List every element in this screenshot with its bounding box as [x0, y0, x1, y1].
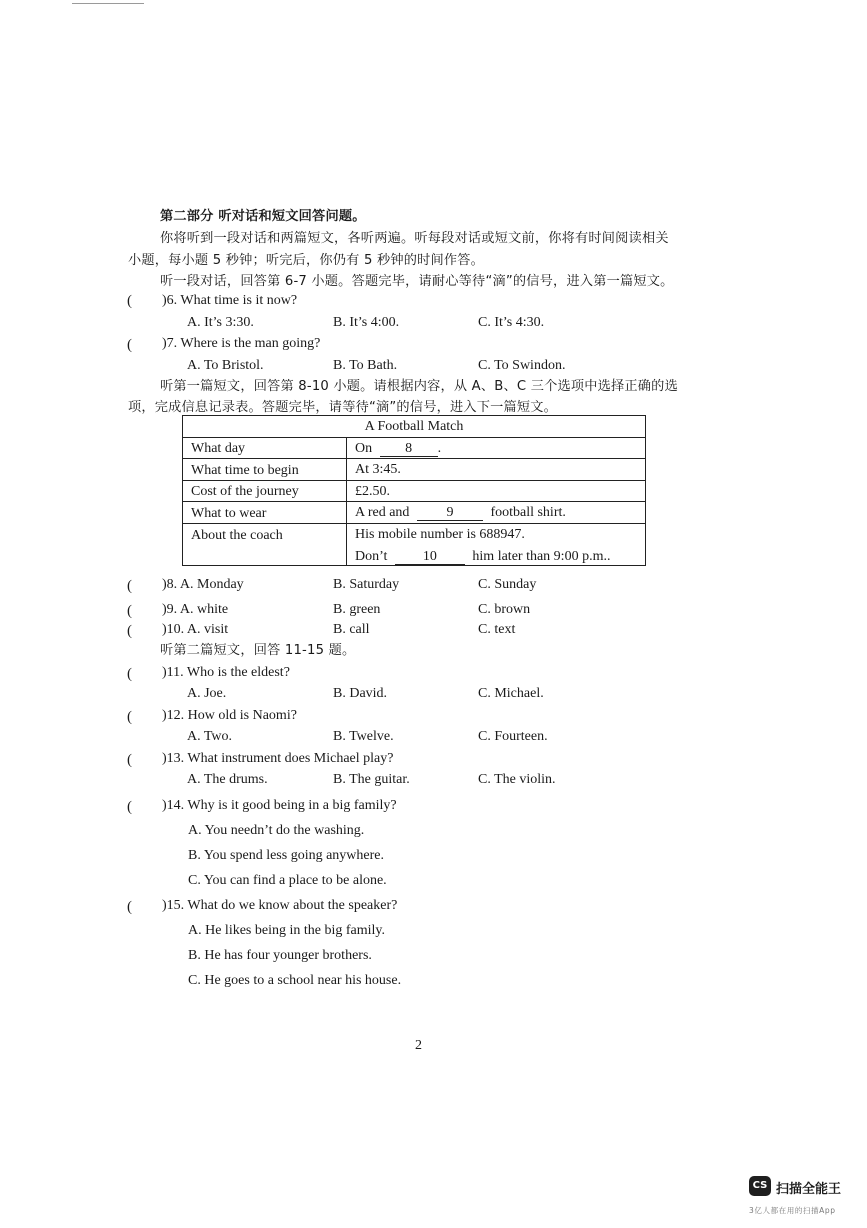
q11-option-c: C. Michael.	[478, 686, 544, 701]
q11-option-a: A. Joe.	[187, 686, 227, 701]
table-label-day: What day	[191, 441, 246, 456]
q15-option-c: C. He goes to a school near his house.	[188, 973, 402, 988]
q14-stem: )14. Why is it good being in a big family?	[162, 798, 397, 813]
q13-option-b: B. The guitar.	[333, 772, 410, 787]
passage1-instruction-1: 听第一篇短文，回答第 8-10 小题。请根据内容，从 A、B、C 三个选项中选择正确的选	[160, 379, 678, 394]
q8-stem: )8. A. Monday	[162, 577, 244, 592]
dialog-instruction: 听一段对话，回答第 6-7 小题。答题完毕，请耐心等待“滴”的信号，进入第一篇短文。	[160, 274, 674, 289]
blank-8: 8	[380, 441, 438, 457]
q8-option-c: C. Sunday	[478, 577, 537, 592]
passage1-instruction-2: 项，完成信息记录表。答题完毕，请等待“滴”的信号，进入下一篇短文。	[128, 400, 558, 415]
q13-option-c: C. The violin.	[478, 772, 556, 787]
q6-option-c: C. It’s 4:30.	[478, 315, 545, 330]
q15-stem: )15. What do we know about the speaker?	[162, 898, 398, 913]
q13-stem: )13. What instrument does Michael play?	[162, 751, 394, 766]
table-label-coach: About the coach	[191, 528, 283, 543]
camscanner-tagline: 3亿人都在用的扫描App	[749, 1206, 836, 1215]
q9-option-c: C. brown	[478, 602, 531, 617]
answer-paren: (	[127, 752, 132, 768]
info-record-table	[182, 415, 646, 566]
camscanner-logo-icon: CS	[749, 1176, 771, 1196]
table-value-coach-call: Don’t 10 him later than 9:00 p.m..	[355, 549, 611, 564]
scan-mark	[72, 3, 144, 4]
q15-option-b: B. He has four younger brothers.	[188, 948, 372, 963]
q13-option-a: A. The drums.	[187, 772, 268, 787]
intro-line-2: 小题，每小题 5 秒钟；听完后，你仍有 5 秒钟的时间作答。	[128, 253, 485, 268]
table-value-coach-phone: His mobile number is 688947.	[355, 527, 525, 542]
table-value-wear: A red and 9 football shirt.	[355, 505, 566, 520]
blank-9: 9	[417, 505, 483, 521]
answer-paren: (	[127, 899, 132, 915]
q10-option-b: B. call	[333, 622, 370, 637]
passage2-instruction: 听第二篇短文，回答 11-15 题。	[160, 643, 356, 658]
table-value-cost: £2.50.	[355, 484, 390, 499]
camscanner-brand: 扫描全能王	[776, 1182, 842, 1197]
q14-option-a: A. You needn’t do the washing.	[188, 823, 365, 838]
answer-paren: (	[127, 666, 132, 682]
q7-option-c: C. To Swindon.	[478, 358, 566, 373]
q6-stem: )6. What time is it now?	[162, 293, 298, 308]
q12-option-b: B. Twelve.	[333, 729, 394, 744]
table-label-time: What time to begin	[191, 463, 299, 478]
table-label-wear: What to wear	[191, 506, 267, 521]
table-value-time: At 3:45.	[355, 462, 401, 477]
intro-line-1: 你将听到一段对话和两篇短文，各听两遍。听每段对话或短文前，你将有时间阅读相关	[160, 231, 669, 246]
section-title: 第二部分 听对话和短文回答问题。	[160, 209, 366, 224]
answer-paren: (	[127, 623, 132, 639]
table-value-day: On 8 .	[355, 441, 442, 456]
q9-stem: )9. A. white	[162, 602, 229, 617]
q12-option-a: A. Two.	[187, 729, 233, 744]
q11-option-b: B. David.	[333, 686, 388, 701]
q6-option-a: A. It’s 3:30.	[187, 315, 254, 330]
table-label-cost: Cost of the journey	[191, 484, 299, 499]
q9-option-b: B. green	[333, 602, 381, 617]
answer-paren: (	[127, 709, 132, 725]
q10-stem: )10. A. visit	[162, 622, 229, 637]
blank-10: 10	[395, 549, 465, 565]
answer-paren: (	[127, 578, 132, 594]
q12-stem: )12. How old is Naomi?	[162, 708, 297, 723]
q8-option-b: B. Saturday	[333, 577, 400, 592]
q11-stem: )11. Who is the eldest?	[162, 665, 290, 680]
answer-paren: (	[127, 603, 132, 619]
q7-option-a: A. To Bristol.	[187, 358, 264, 373]
q12-option-c: C. Fourteen.	[478, 729, 548, 744]
q7-option-b: B. To Bath.	[333, 358, 398, 373]
answer-paren: (	[127, 337, 132, 353]
table-title: A Football Match	[364, 419, 464, 434]
answer-paren: (	[127, 799, 132, 815]
q14-option-c: C. You can find a place to be alone.	[188, 873, 387, 888]
q10-option-c: C. text	[478, 622, 516, 637]
q6-option-b: B. It’s 4:00.	[333, 315, 400, 330]
q15-option-a: A. He likes being in the big family.	[188, 923, 385, 938]
answer-paren: (	[127, 293, 132, 309]
q7-stem: )7. Where is the man going?	[162, 336, 321, 351]
page-number: 2	[415, 1038, 422, 1053]
q14-option-b: B. You spend less going anywhere.	[188, 848, 384, 863]
